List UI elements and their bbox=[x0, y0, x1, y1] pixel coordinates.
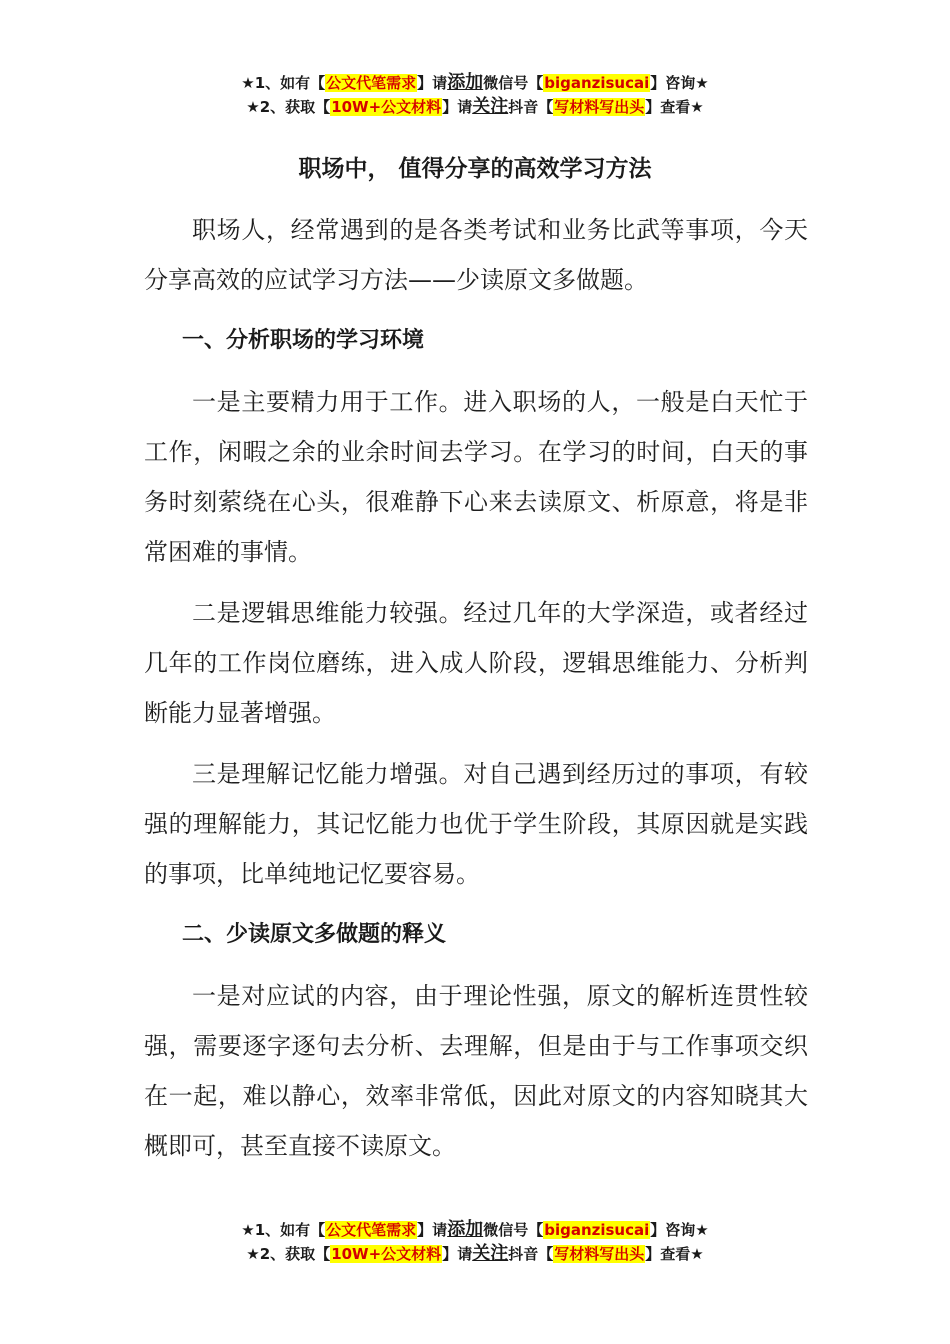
banner-text: 抖音【 bbox=[508, 1245, 554, 1263]
douyin-account: 写材料写出头 bbox=[554, 1245, 645, 1263]
banner-text: 】请 bbox=[442, 98, 473, 116]
footer-banner bbox=[0, 1218, 950, 1266]
banner-text: 】请 bbox=[417, 74, 448, 92]
banner-text: 】查看★ bbox=[645, 1245, 704, 1263]
banner-text: 微信号【 bbox=[483, 1221, 544, 1239]
banner-text: 】请 bbox=[442, 1245, 473, 1263]
highlight-service: 公文代笔需求 bbox=[326, 1221, 417, 1239]
banner-text: 】咨询★ bbox=[650, 1221, 709, 1239]
emphasis-add: 添加 bbox=[447, 1219, 484, 1240]
banner-text: 】请 bbox=[417, 1221, 448, 1239]
banner-text: ★2、获取【 bbox=[246, 98, 331, 116]
banner-line-1 bbox=[0, 1218, 950, 1242]
intro-paragraph: 职场人，经常遇到的是各类考试和业务比武等事项，今天分享高效的应试学习方法——少读原文多做题。 bbox=[144, 216, 808, 294]
emphasis-follow: 关注 bbox=[472, 1243, 509, 1264]
banner-line-2 bbox=[0, 1242, 950, 1266]
section-heading-2: 二、少读原文多做题的释义 bbox=[182, 922, 447, 947]
banner-text: ★1、如有【 bbox=[241, 1221, 326, 1239]
emphasis-add: 添加 bbox=[447, 72, 484, 93]
banner-text: 】查看★ bbox=[645, 98, 704, 116]
paragraph: 一是对应试的内容，由于理论性强，原文的解析连贯性较强，需要逐字逐句去分析、去理解，但是由于与工作事项交织在一起，难以静心，效率非常低，因此对原文的内容知晓其大概即可，甚至直接不读原文。 bbox=[144, 982, 808, 1160]
document-body bbox=[144, 205, 808, 1182]
highlight-service: 公文代笔需求 bbox=[326, 74, 417, 92]
paragraph: 一是主要精力用于工作。进入职场的人，一般是白天忙于工作，闲暇之余的业余时间去学习。在学习的时间，白天的事务时刻萦绕在心头，很难静下心来去读原文、析原意，将是非常困难的事情。 bbox=[144, 388, 808, 566]
wechat-id: biganzisucai bbox=[544, 1221, 650, 1239]
header-banner bbox=[0, 71, 950, 119]
douyin-account: 写材料写出头 bbox=[554, 98, 645, 116]
emphasis-follow: 关注 bbox=[472, 96, 509, 117]
banner-line-1 bbox=[0, 71, 950, 95]
banner-text: ★1、如有【 bbox=[241, 74, 326, 92]
paragraph: 三是理解记忆能力增强。对自己遇到经历过的事项，有较强的理解能力，其记忆能力也优于学生阶段，其原因就是实践的事项，比单纯地记忆要容易。 bbox=[144, 760, 808, 888]
banner-text: 微信号【 bbox=[483, 74, 544, 92]
banner-text: ★2、获取【 bbox=[246, 1245, 331, 1263]
banner-text: 】咨询★ bbox=[650, 74, 709, 92]
highlight-materials: 10W+公文材料 bbox=[331, 98, 442, 116]
banner-text: 抖音【 bbox=[508, 98, 554, 116]
wechat-id: biganzisucai bbox=[544, 74, 650, 92]
banner-line-2 bbox=[0, 95, 950, 119]
highlight-materials: 10W+公文材料 bbox=[331, 1245, 442, 1263]
document-title: 职场中， 值得分享的高效学习方法 bbox=[298, 156, 652, 182]
section-heading-1: 一、分析职场的学习环境 bbox=[182, 328, 425, 353]
paragraph: 二是逻辑思维能力较强。经过几年的大学深造，或者经过几年的工作岗位磨练，进入成人阶段，逻辑思维能力、分析判断能力显著增强。 bbox=[144, 599, 808, 727]
